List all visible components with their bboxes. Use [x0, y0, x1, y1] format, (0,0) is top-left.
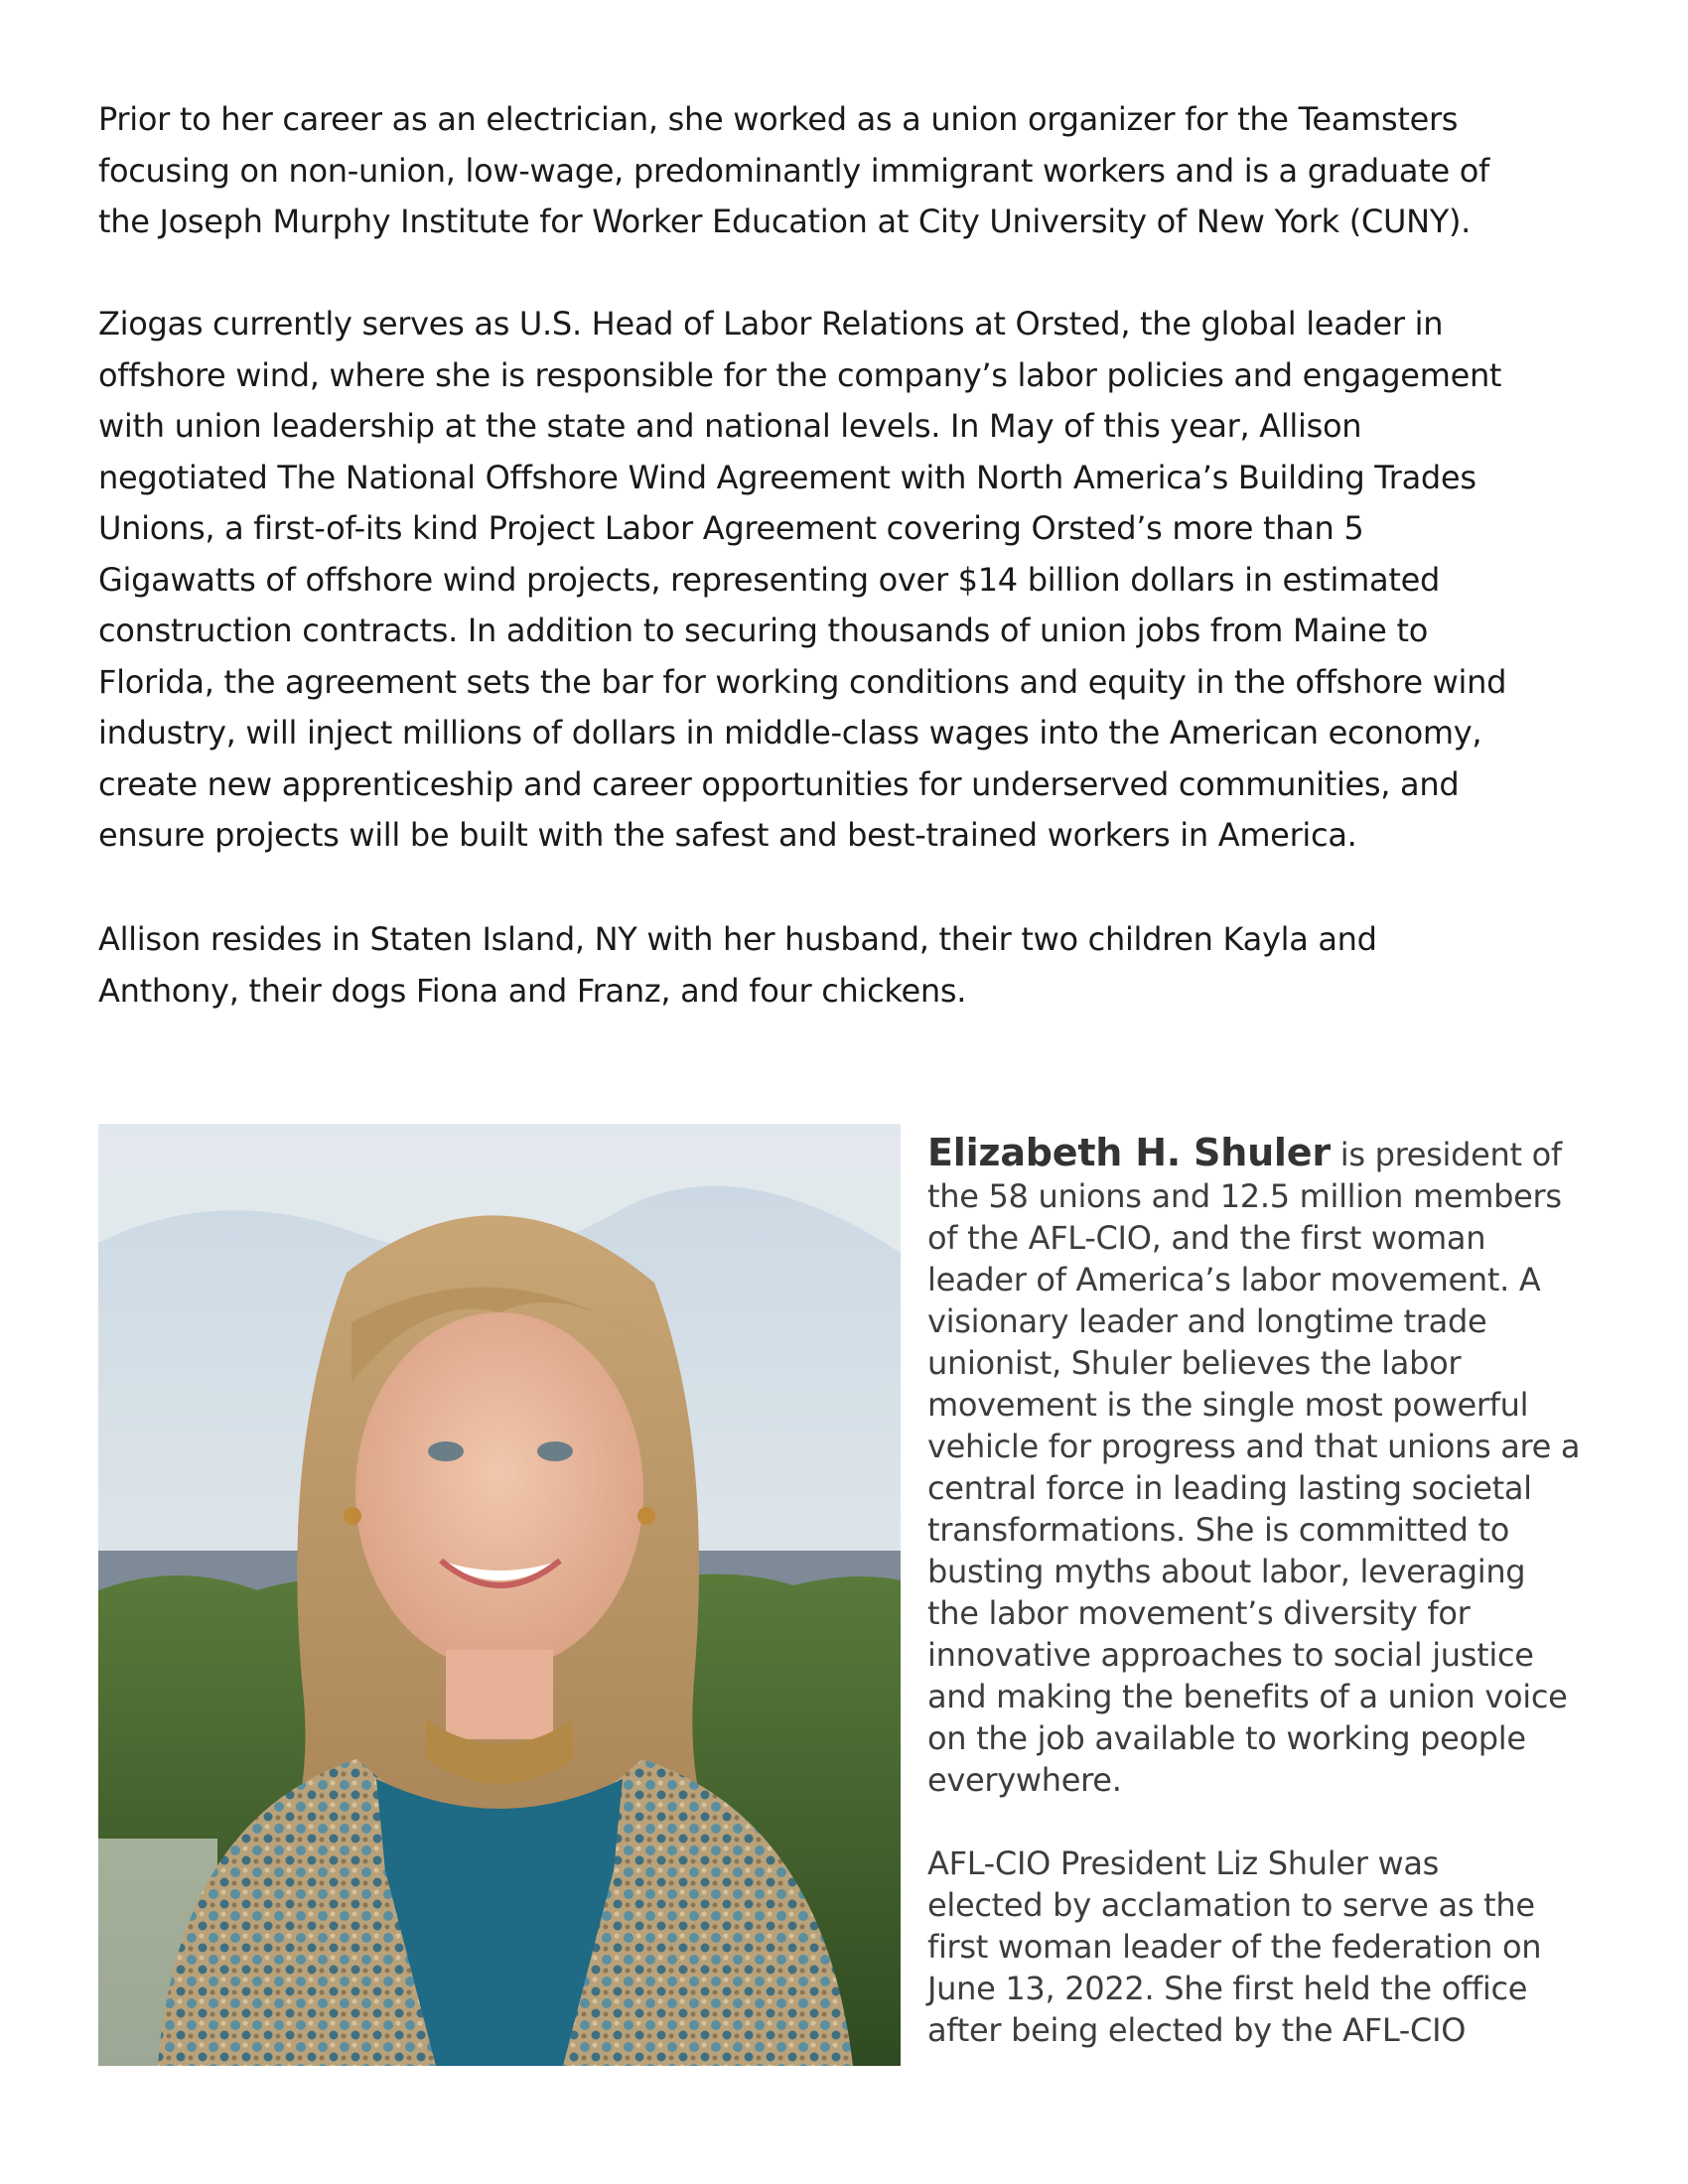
- text-line: first woman leader of the federation on: [927, 1928, 1542, 1966]
- text-line: focusing on non-union, low-wage, predominantly immigrant workers and is a graduate of: [98, 151, 1489, 190]
- text-line: with union leadership at the state and national levels. In May of this year, Allison: [98, 407, 1362, 445]
- bio-paragraph-intro: [927, 1132, 1642, 1801]
- paragraph-orsted-role: [98, 299, 1608, 862]
- text-line: innovative approaches to social justice: [927, 1636, 1534, 1674]
- bio-intro-text: is president of: [1330, 1136, 1562, 1173]
- text-line: ensure projects will be built with the safest and best-trained workers in America.: [98, 816, 1357, 854]
- text-line: of the AFL-CIO, and the first woman: [927, 1219, 1486, 1257]
- text-line: Ziogas currently serves as U.S. Head of Labor Relations at Orsted, the global leader in: [98, 305, 1444, 342]
- bio-name: Elizabeth H. Shuler: [927, 1131, 1331, 1174]
- text-line: Prior to her career as an electrician, she worked as a union organizer for the Teamsters: [98, 100, 1459, 138]
- text-line: transformations. She is committed to: [927, 1511, 1509, 1549]
- bio-paragraph-election: [927, 1843, 1642, 2051]
- text-line: busting myths about labor, leveraging: [927, 1553, 1526, 1590]
- paragraph-personal-life: [98, 914, 1608, 1017]
- text-line: AFL-CIO President Liz Shuler was: [927, 1844, 1440, 1882]
- text-line: central force in leading lasting societal: [927, 1469, 1532, 1507]
- text-line: Florida, the agreement sets the bar for working conditions and equity in the offshore wind: [98, 662, 1507, 701]
- text-line: on the job available to working people: [927, 1719, 1526, 1757]
- text-line: the Joseph Murphy Institute for Worker Education at City University of New York (CUNY).: [98, 203, 1472, 240]
- text-line: industry, will inject millions of dollars in middle-class wages into the American economy,: [98, 714, 1482, 751]
- text-line: elected by acclamation to serve as the: [927, 1886, 1535, 1924]
- text-line: create new apprenticeship and career opportunities for underserved communities, and: [98, 764, 1460, 803]
- text-line: Gigawatts of offshore wind projects, representing over $14 billion dollars in estimated: [98, 560, 1440, 599]
- text-line: everywhere.: [927, 1761, 1122, 1799]
- text-line: unionist, Shuler believes the labor: [927, 1344, 1462, 1382]
- text-line: the 58 unions and 12.5 million members: [927, 1177, 1562, 1215]
- bio-first-line: [927, 1132, 1642, 1175]
- text-line: visionary leader and longtime trade: [927, 1302, 1487, 1340]
- text-line: after being elected by the AFL-CIO: [927, 2011, 1467, 2049]
- portrait-photo: [98, 1124, 901, 2066]
- text-line: construction contracts. In addition to securing thousands of union jobs from Maine to: [98, 612, 1428, 649]
- text-line: June 13, 2022. She first held the office: [927, 1970, 1528, 2007]
- text-line: and making the benefits of a union voice: [927, 1678, 1568, 1715]
- text-line: the labor movement’s diversity for: [927, 1594, 1471, 1632]
- text-line: leader of America’s labor movement. A: [927, 1261, 1541, 1298]
- text-line: Allison resides in Staten Island, NY with her husband, their two children Kayla and: [98, 920, 1377, 958]
- text-line: vehicle for progress and that unions are a: [927, 1428, 1581, 1465]
- text-line: Unions, a first-of-its kind Project Labor Agreement covering Orsted’s more than 5: [98, 509, 1364, 547]
- text-line: Anthony, their dogs Fiona and Franz, and four chickens.: [98, 971, 967, 1010]
- text-line: movement is the single most powerful: [927, 1386, 1529, 1424]
- text-line: negotiated The National Offshore Wind Agreement with North America’s Building Trades: [98, 458, 1477, 496]
- paragraph-career-background: [98, 94, 1608, 248]
- text-line: offshore wind, where she is responsible for the company’s labor policies and engagement: [98, 355, 1502, 394]
